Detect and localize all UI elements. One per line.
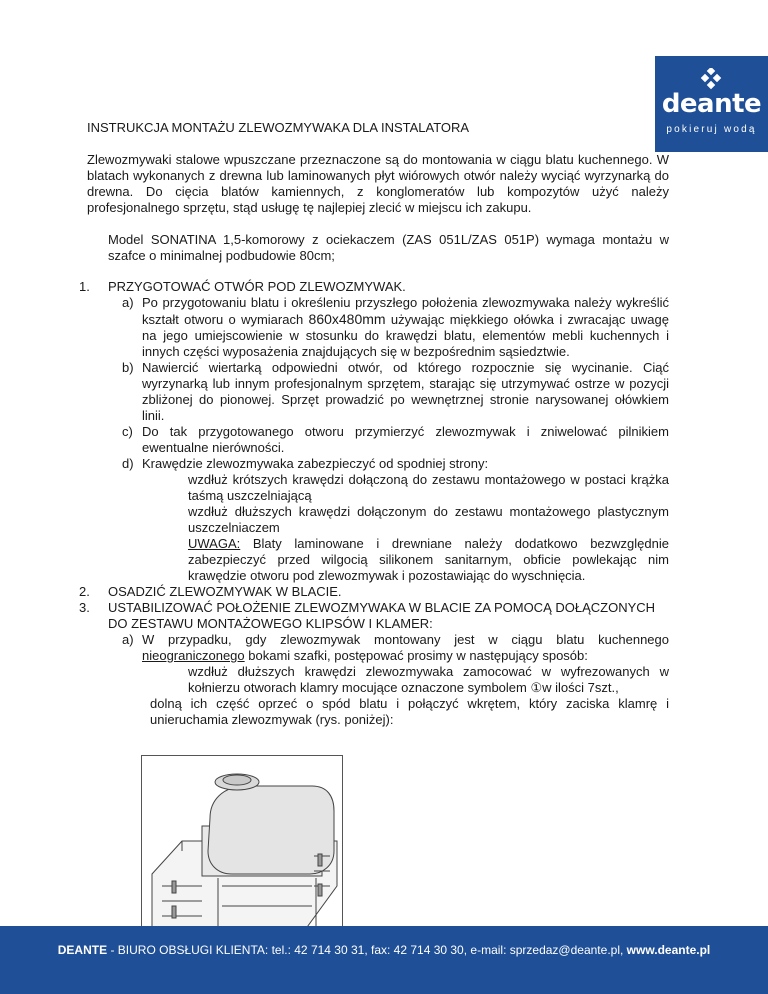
step-3 (79, 600, 669, 728)
substep-letter: b) (122, 360, 134, 375)
substep-text: W przypadku, gdy zlewozmywak montowany jest w ciągu blatu kuchennego (142, 632, 669, 647)
substep-text: Nawiercić wiertarką odpowiedni otwór, od którego rozpocznie się wycinanie. Ciąć wyrzynarką lub innym profesjonalnym sprzętem, starając się utrzymywać ostrze w pozycji zbliżonej do pionowej. Sprzęt prowadzić po wewnętrznej stronie narysowanej ołówkiem linii. (142, 360, 669, 423)
step-heading: OSADZIĆ ZLEWOZMYWAK W BLACIE. (108, 584, 342, 599)
deante-logo-icon (700, 68, 722, 90)
step-number: 2. (79, 584, 90, 599)
footer-bar (0, 926, 768, 994)
footer-brand: DEANTE (57, 943, 108, 957)
substep-1d-short-edges: wzdłuż krótszych krawędzi dołączoną do zestawu montażowego w postaci krążka taśmą uszczelniającą (188, 472, 669, 503)
warning-text: Blaty laminowane i drewniane należy dodatkowo bezwzględnie zabezpieczyć przed wilgocią silikonem sanitarnym, obficie powlekając nim krawędzie otworu pod zlewozmywak i pozostawiając do wyschnięcia. (188, 536, 669, 583)
underlined-word: nieograniczonego (142, 648, 245, 663)
step-heading: USTABILIZOWAĆ POŁOŻENIE ZLEWOZMYWAKA W BLACIE ZA POMOCĄ DOŁĄCZONYCH DO ZESTAWU MONTAŻOWEGO KLIPSÓW I KLAMER: (108, 600, 656, 631)
intro-paragraph: Zlewozmywaki stalowe wpuszczane przeznaczone są do montowania w ciągu blatu kuchennego. W blatach wykonanych z drewna lub laminowanych płyt wiórowych otwór należy wyciąć wyrzynarką do drewna. Do cięcia blatów kamiennych, z konglomeratów lub kompozytów użyć należy profesjonalnego sprzętu, stąd usługę tę najlepiej zlecić w miejscu ich zakupu. (87, 152, 669, 215)
brand-slogan: pokieruj wodą (666, 124, 757, 135)
substep-1d (108, 456, 669, 584)
substep-text: bokami szafki, postępować prosimy w następujący sposób: (248, 648, 588, 663)
hole-dimensions: 860x480mm (308, 311, 386, 327)
warning-note (142, 536, 669, 584)
sink-drawing (142, 756, 342, 939)
substep-3a (108, 632, 669, 728)
step-1 (79, 279, 669, 584)
footer-website-link[interactable]: www.deante.pl (626, 943, 711, 957)
footer-contact (0, 943, 768, 957)
substep-text: używając miękkiego ołówka i zwracając uwagę na jego umiejscowienie w stosunku do krawędzi blatu, elementów mebli kuchennych i innych części wyposażenia znajdujących się w bezpośrednim sąsiedztwie. (142, 312, 669, 359)
step-heading: PRZYGOTOWAĆ OTWÓR POD ZLEWOZMYWAK. (108, 279, 406, 294)
substep-letter: d) (122, 456, 134, 471)
brand-logo (655, 56, 768, 152)
substep-letter: a) (122, 295, 134, 310)
substep-1b (108, 360, 669, 424)
substep-letter: a) (122, 632, 134, 647)
substep-1a (108, 295, 669, 360)
steps-list (79, 279, 669, 728)
substep-1d-long-edges: wzdłuż dłuższych krawędzi dołączonym do zestawu montażowego plastycznym uszczelniaczem (188, 504, 669, 535)
substep-text: Krawędzie zlewozmywaka zabezpieczyć od spodniej strony: (142, 456, 489, 471)
page-title: INSTRUKCJA MONTAŻU ZLEWOZMYWAKA DLA INSTALATORA (87, 120, 470, 135)
substep-letter: c) (122, 424, 133, 439)
substep-text: Do tak przygotowanego otworu przymierzyć zlewozmywak i zniwelować pilnikiem ewentualne nierówności. (142, 424, 669, 455)
model-note: Model SONATINA 1,5-komorowy z ociekaczem (ZAS 051L/ZAS 051P) wymaga montażu w szafce o minimalnej podbudowie 80cm; (108, 232, 669, 263)
step-2 (79, 584, 669, 600)
step-number: 3. (79, 600, 90, 615)
substep-3a-clamps: wzdłuż dłuższych krawędzi zlewozmywaka zamocować w wyfrezowanych w kołnierzu otworach klamry mocujące oznaczone symbolem ①w ilości 7szt., (188, 664, 669, 695)
brand-name: deante (661, 89, 762, 119)
substep-text: Po przygotowaniu blatu i określeniu przyszłego położenia zlewozmywaka należy wykreślić kształt otworu o wymiarach (142, 295, 669, 327)
document-body (79, 110, 669, 728)
sink-mounting-illustration (141, 755, 343, 940)
substep-1c (108, 424, 669, 456)
step-number: 1. (79, 279, 90, 294)
warning-label: UWAGA: (188, 536, 241, 551)
substep-3a-screws: dolną ich część oprzeć o spód blatu i połączyć wkrętem, który zaciska klamrę i unieruchamia zlewozmywak (rys. poniżej): (150, 696, 669, 727)
footer-contact-text: - BIURO OBSŁUGI KLIENTA: tel.: 42 714 30 31, fax: 42 714 30 30, e-mail: sprzedaz@deante.pl, (110, 943, 624, 957)
